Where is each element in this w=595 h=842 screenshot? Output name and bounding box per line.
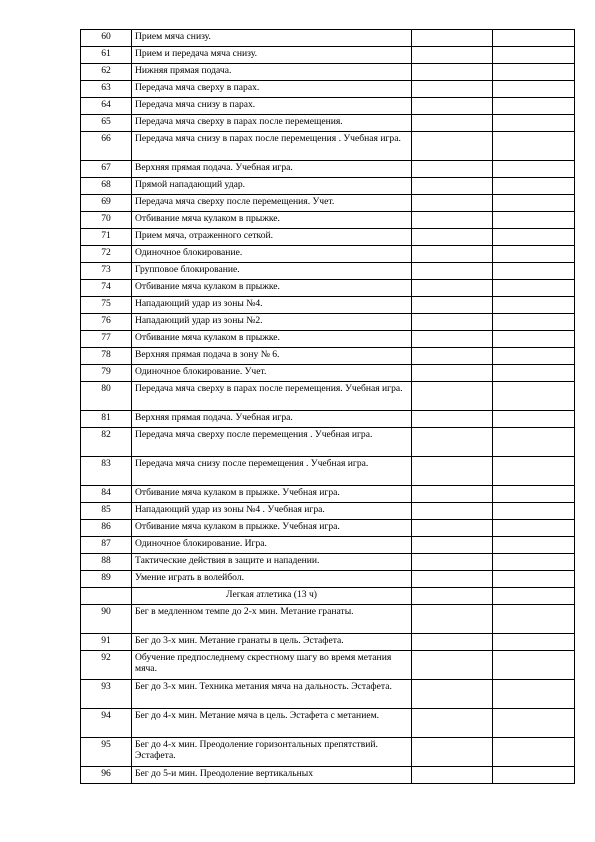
blank-cell [493, 365, 575, 382]
table-row [81, 520, 575, 537]
lesson-topic: Передача мяча сверху в парах. [132, 81, 412, 98]
lesson-topic: Прямой нападающий удар. [132, 178, 412, 195]
blank-cell [493, 132, 575, 161]
lesson-number: 88 [81, 554, 132, 571]
lesson-topic: Бег до 4-х мин. Метание мяча в цель. Эстафета с метанием. [132, 709, 412, 738]
lesson-number: 64 [81, 98, 132, 115]
blank-cell [412, 195, 493, 212]
blank-cell [412, 263, 493, 280]
table-row [81, 428, 575, 457]
table-row [81, 503, 575, 520]
table-row [81, 537, 575, 554]
lesson-topic: Отбивание мяча кулаком в прыжке. Учебная игра. [132, 520, 412, 537]
blank-cell [412, 348, 493, 365]
blank-cell [493, 503, 575, 520]
blank-cell [412, 537, 493, 554]
lesson-topic: Нападающий удар из зоны №4. [132, 297, 412, 314]
blank-cell [493, 195, 575, 212]
lesson-topic: Бег до 3-х мин. Техника метания мяча на дальность. Эстафета. [132, 680, 412, 709]
blank-cell [493, 297, 575, 314]
lesson-topic: Верхняя прямая подача. Учебная игра. [132, 411, 412, 428]
blank-cell [493, 314, 575, 331]
blank-cell [412, 709, 493, 738]
blank-cell [412, 411, 493, 428]
table-row [81, 605, 575, 634]
lesson-topic: Передача мяча сверху в парах после перемещения. [132, 115, 412, 132]
lesson-number: 80 [81, 382, 132, 411]
blank-cell [493, 680, 575, 709]
lesson-topic: Передача мяча снизу в парах. [132, 98, 412, 115]
table-row [81, 115, 575, 132]
section-lesson-rows [81, 605, 575, 784]
blank-cell [493, 212, 575, 229]
lesson-number: 69 [81, 195, 132, 212]
blank-cell [493, 767, 575, 784]
lesson-number: 71 [81, 229, 132, 246]
blank-cell [493, 161, 575, 178]
section-row [81, 588, 575, 605]
lesson-number: 63 [81, 81, 132, 98]
blank-cell [412, 382, 493, 411]
table-row [81, 571, 575, 588]
blank-cell [412, 605, 493, 634]
table-row [81, 382, 575, 411]
table-row [81, 246, 575, 263]
table-row [81, 365, 575, 382]
lesson-topic: Верхняя прямая подача в зону № 6. [132, 348, 412, 365]
blank-cell [412, 280, 493, 297]
blank-cell [412, 132, 493, 161]
blank-cell [493, 280, 575, 297]
blank-cell [493, 554, 575, 571]
table-row [81, 161, 575, 178]
blank-cell [493, 537, 575, 554]
table-row [81, 30, 575, 47]
lesson-number: 93 [81, 680, 132, 709]
lesson-number: 75 [81, 297, 132, 314]
table-row [81, 229, 575, 246]
blank-cell [493, 651, 575, 680]
blank-cell [412, 30, 493, 47]
lesson-topic: Одиночное блокирование. [132, 246, 412, 263]
lesson-topic: Передача мяча сверху после перемещения. Учет. [132, 195, 412, 212]
blank-cell [493, 428, 575, 457]
lesson-number: 86 [81, 520, 132, 537]
blank-cell [493, 520, 575, 537]
blank-cell [493, 634, 575, 651]
blank-cell [493, 486, 575, 503]
lesson-topic: Передача мяча сверху после перемещения . Учебная игра. [132, 428, 412, 457]
blank-cell [412, 161, 493, 178]
blank-cell [412, 47, 493, 64]
blank-cell [412, 229, 493, 246]
blank-cell [493, 331, 575, 348]
table-row [81, 634, 575, 651]
blank-cell [493, 98, 575, 115]
blank-cell [412, 81, 493, 98]
blank-cell [412, 178, 493, 195]
lesson-number: 66 [81, 132, 132, 161]
blank-cell [493, 709, 575, 738]
table-row [81, 212, 575, 229]
lesson-number: 67 [81, 161, 132, 178]
lesson-topic: Прием мяча снизу. [132, 30, 412, 47]
section-blank-cell [493, 588, 575, 605]
lesson-number: 87 [81, 537, 132, 554]
lesson-number: 94 [81, 709, 132, 738]
lesson-topic: Обучение предпоследнему скрестному шагу во время метания мяча. [132, 651, 412, 680]
lesson-number: 68 [81, 178, 132, 195]
blank-cell [412, 571, 493, 588]
table-row [81, 457, 575, 486]
lesson-number: 96 [81, 767, 132, 784]
lesson-number: 83 [81, 457, 132, 486]
lesson-topic: Групповое блокирование. [132, 263, 412, 280]
table-row [81, 767, 575, 784]
blank-cell [412, 503, 493, 520]
section-title: Легкая атлетика (13 ч) [132, 588, 412, 605]
blank-cell [493, 457, 575, 486]
lesson-topic: Бег в медленном темпе до 2-х мин. Метание гранаты. [132, 605, 412, 634]
lesson-topic: Прием мяча, отраженного сеткой. [132, 229, 412, 246]
table-row [81, 411, 575, 428]
lesson-topic: Отбивание мяча кулаком в прыжке. [132, 212, 412, 229]
section-blank-cell [412, 588, 493, 605]
blank-cell [493, 263, 575, 280]
blank-cell [493, 81, 575, 98]
lesson-number: 60 [81, 30, 132, 47]
lesson-topic: Нападающий удар из зоны №2. [132, 314, 412, 331]
table-row [81, 680, 575, 709]
lesson-topic: Верхняя прямая подача. Учебная игра. [132, 161, 412, 178]
blank-cell [493, 30, 575, 47]
lesson-number: 70 [81, 212, 132, 229]
table-row [81, 331, 575, 348]
lesson-number: 62 [81, 64, 132, 81]
blank-cell [412, 314, 493, 331]
table-row [81, 81, 575, 98]
blank-cell [412, 331, 493, 348]
lesson-topic: Нападающий удар из зоны №4 . Учебная игра. [132, 503, 412, 520]
table-row [81, 178, 575, 195]
lesson-number: 89 [81, 571, 132, 588]
lesson-topic: Бег до 3-х мин. Метание гранаты в цель. Эстафета. [132, 634, 412, 651]
lesson-number: 79 [81, 365, 132, 382]
table-row [81, 297, 575, 314]
table-row [81, 132, 575, 161]
lesson-number: 84 [81, 486, 132, 503]
table-row [81, 348, 575, 365]
blank-cell [412, 651, 493, 680]
table-row [81, 280, 575, 297]
blank-cell [412, 212, 493, 229]
blank-cell [412, 246, 493, 263]
lesson-topic: Отбивание мяча кулаком в прыжке. [132, 331, 412, 348]
lesson-topic: Бег до 5-и мин. Преодоление вертикальных [132, 767, 412, 784]
blank-cell [493, 571, 575, 588]
lesson-number: 85 [81, 503, 132, 520]
lesson-topic: Передача мяча снизу после перемещения . Учебная игра. [132, 457, 412, 486]
lesson-topic: Прием и передача мяча снизу. [132, 47, 412, 64]
blank-cell [412, 98, 493, 115]
lesson-number: 72 [81, 246, 132, 263]
blank-cell [412, 680, 493, 709]
table-row [81, 651, 575, 680]
blank-cell [412, 297, 493, 314]
table-row [81, 486, 575, 503]
table-row [81, 64, 575, 81]
table-row [81, 98, 575, 115]
blank-cell [493, 382, 575, 411]
blank-cell [493, 411, 575, 428]
blank-cell [412, 64, 493, 81]
table-row [81, 709, 575, 738]
lesson-number: 73 [81, 263, 132, 280]
blank-cell [493, 605, 575, 634]
blank-cell [493, 738, 575, 767]
blank-cell [412, 486, 493, 503]
lesson-topic: Одиночное блокирование. Учет. [132, 365, 412, 382]
lesson-rows [81, 30, 575, 588]
blank-cell [412, 115, 493, 132]
table-row [81, 47, 575, 64]
lesson-number: 61 [81, 47, 132, 64]
lesson-number: 74 [81, 280, 132, 297]
table-row [81, 554, 575, 571]
blank-cell [493, 229, 575, 246]
blank-cell [412, 634, 493, 651]
lesson-topic: Передача мяча снизу в парах после перемещения . Учебная игра. [132, 132, 412, 161]
blank-cell [493, 246, 575, 263]
lesson-number: 76 [81, 314, 132, 331]
blank-cell [412, 457, 493, 486]
blank-cell [493, 178, 575, 195]
lesson-number: 95 [81, 738, 132, 767]
table-row [81, 195, 575, 212]
lesson-topic: Отбивание мяча кулаком в прыжке. [132, 280, 412, 297]
lesson-topic: Отбивание мяча кулаком в прыжке. Учебная игра. [132, 486, 412, 503]
lesson-plan-table [80, 29, 575, 784]
blank-cell [493, 47, 575, 64]
blank-cell [412, 554, 493, 571]
table-row [81, 738, 575, 767]
lesson-number: 91 [81, 634, 132, 651]
lesson-number: 90 [81, 605, 132, 634]
table-row [81, 263, 575, 280]
lesson-number: 92 [81, 651, 132, 680]
lesson-topic: Передача мяча сверху в парах после перемещения. Учебная игра. [132, 382, 412, 411]
lesson-number: 78 [81, 348, 132, 365]
table-row [81, 314, 575, 331]
lesson-topic: Бег до 4-х мин. Преодоление горизонтальных препятствий. Эстафета. [132, 738, 412, 767]
blank-cell [412, 428, 493, 457]
lesson-topic: Тактические действия в защите и нападении. [132, 554, 412, 571]
blank-cell [412, 767, 493, 784]
lesson-topic: Нижняя прямая подача. [132, 64, 412, 81]
blank-cell [412, 738, 493, 767]
blank-cell [493, 348, 575, 365]
lesson-number: 82 [81, 428, 132, 457]
blank-cell [493, 115, 575, 132]
blank-cell [493, 64, 575, 81]
lesson-number: 65 [81, 115, 132, 132]
section-num-cell [81, 588, 132, 605]
lesson-number: 81 [81, 411, 132, 428]
lesson-topic: Одиночное блокирование. Игра. [132, 537, 412, 554]
lesson-number: 77 [81, 331, 132, 348]
blank-cell [412, 520, 493, 537]
section-header [81, 588, 575, 605]
blank-cell [412, 365, 493, 382]
lesson-topic: Умение играть в волейбол. [132, 571, 412, 588]
